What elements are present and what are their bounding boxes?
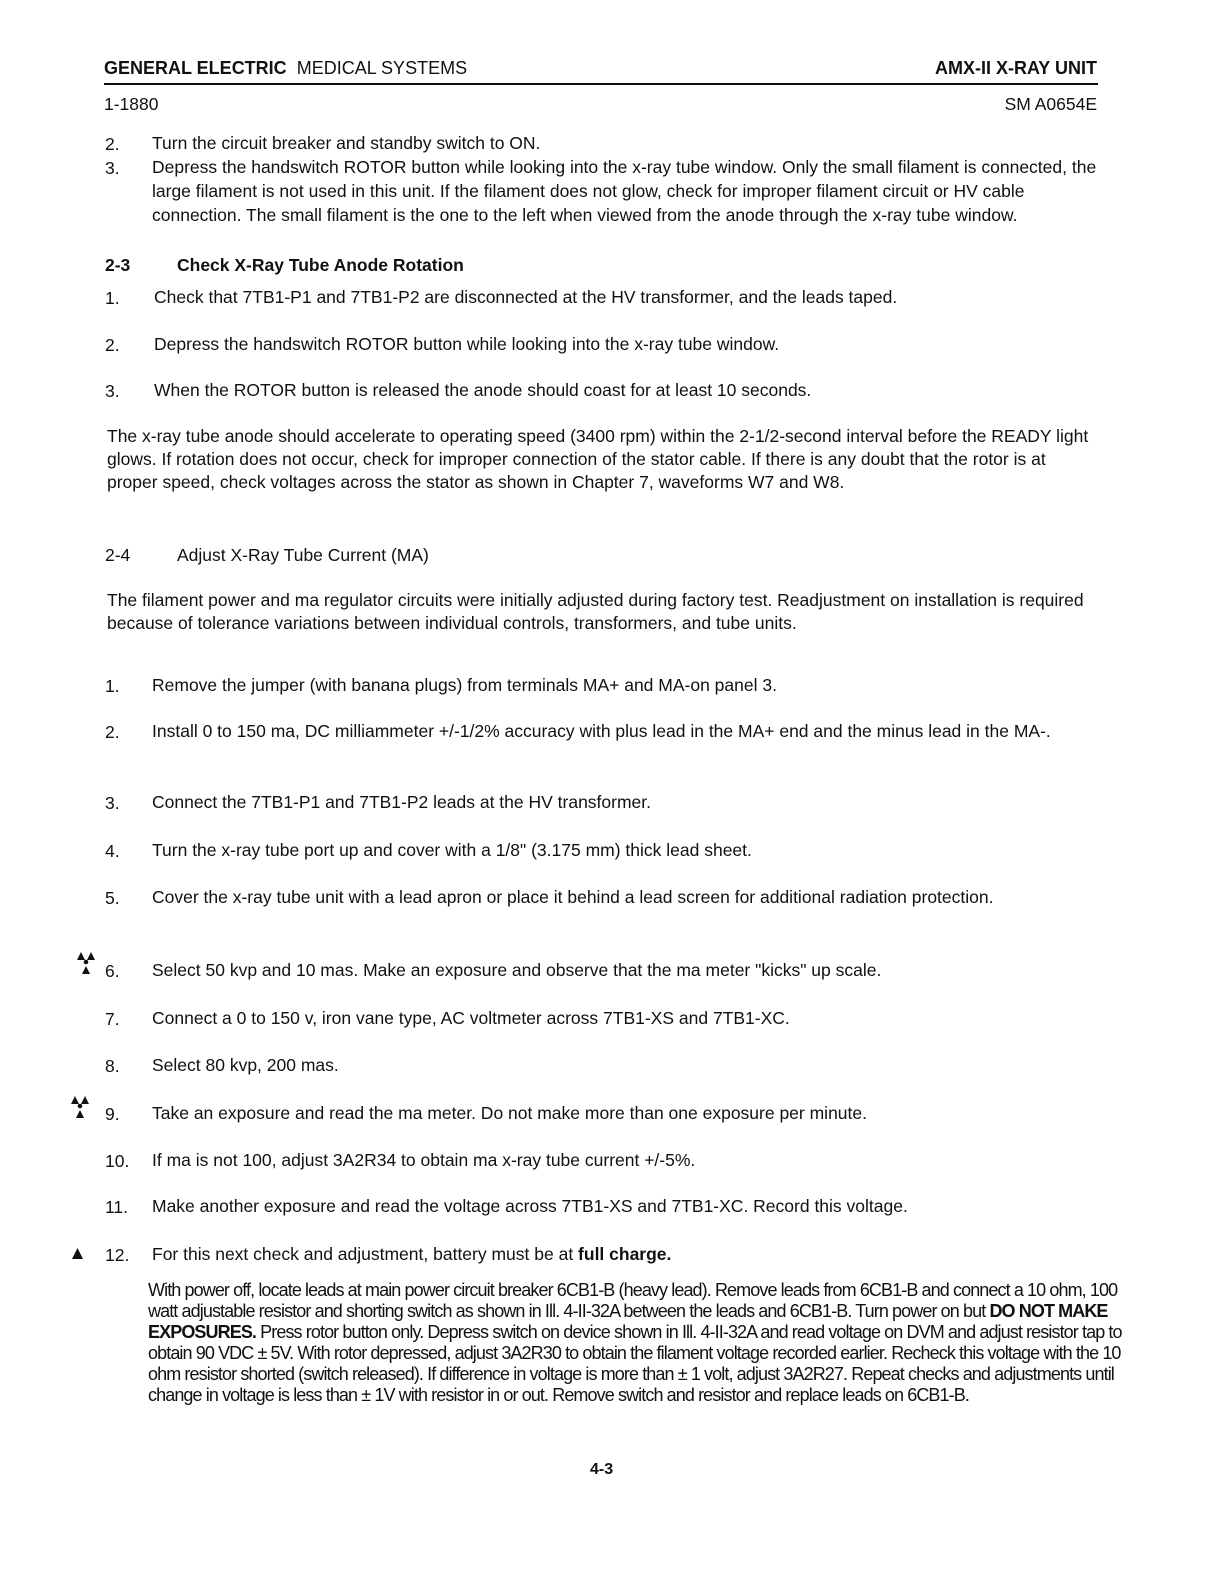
section-number: 2-4 — [105, 545, 131, 565]
final-paragraph — [148, 1280, 1138, 1406]
section-title: Adjust X-Ray Tube Current (MA) — [177, 545, 429, 565]
item-number: 2. — [105, 134, 120, 154]
item-text-bold: full charge. — [578, 1244, 672, 1264]
manual-number: SM A0654E — [1004, 94, 1097, 114]
item-text: Remove the jumper (with banana plugs) from terminals MA+ and MA-on panel 3. — [152, 675, 777, 695]
section-title: Check X-Ray Tube Anode Rotation — [177, 255, 464, 275]
item-text: Install 0 to 150 ma, DC milliammeter +/-1/2% accuracy with plus lead in the MA+ end and the minus lead in the MA-. — [152, 721, 1051, 741]
item-text: Take an exposure and read the ma meter. Do not make more than one exposure per minute. — [152, 1103, 867, 1123]
paragraph: The x-ray tube anode should accelerate to operating speed (3400 rpm) within the 2-1/2-second interval before the READY light glows. If rotation does not occur, check for improper connection of the stator cable. If there is any doubt that the rotor is at proper speed, check voltages across the stator as shown in Chapter 7, waveforms W7 and W8. — [107, 426, 1089, 492]
item-text: Connect the 7TB1-P1 and 7TB1-P2 leads at the HV transformer. — [152, 792, 652, 812]
caution-triangle-icon — [72, 1248, 83, 1259]
header-company — [104, 58, 467, 79]
header-rule — [104, 83, 1098, 85]
item-number: 2. — [105, 335, 120, 355]
item-text: Depress the handswitch ROTOR button while looking into the x-ray tube window. Only the small filament is connected, the large filament is not used in this unit. If the filament does not glow, check for improper filament circuit or HV cable connection. The small filament is the one to the left when viewed from the anode through the x-ray tube window. — [152, 157, 1097, 225]
item-text: Select 50 kvp and 10 mas. Make an exposure and observe that the ma meter "kicks" up scale. — [152, 960, 882, 980]
item-text: When the ROTOR button is released the anode should coast for at least 10 seconds. — [154, 380, 812, 400]
company-name: GENERAL ELECTRIC — [104, 58, 287, 78]
item-text: Depress the handswitch ROTOR button while looking into the x-ray tube window. — [154, 334, 780, 354]
item-text — [152, 1242, 1097, 1266]
item-text: Turn the x-ray tube port up and cover with a 1/8" (3.175 mm) thick lead sheet. — [152, 840, 752, 860]
page-number: 4-3 — [590, 1461, 614, 1478]
item-number: 3. — [105, 158, 120, 178]
item-number: 4. — [105, 841, 120, 861]
item-number: 2. — [105, 722, 120, 742]
warning-text: DO NOT MAKE EXPOSURES. — [148, 1301, 1108, 1342]
item-text-normal: For this next check and adjustment, battery must be at — [152, 1244, 579, 1264]
item-text: If ma is not 100, adjust 3A2R34 to obtain ma x-ray tube current +/-5%. — [152, 1150, 696, 1170]
header-product: AMX-II X-RAY UNIT — [934, 58, 1097, 78]
radiation-warning-icon — [75, 950, 101, 976]
item-text: Connect a 0 to 150 v, iron vane type, AC voltmeter across 7TB1-XS and 7TB1-XC. — [152, 1008, 790, 1028]
section-number: 2-3 — [105, 255, 131, 275]
radiation-warning-icon — [69, 1094, 95, 1120]
company-division: MEDICAL SYSTEMS — [296, 58, 468, 78]
item-number: 5. — [105, 888, 120, 908]
item-text: Make another exposure and read the voltage across 7TB1-XS and 7TB1-XC. Record this voltage. — [152, 1196, 908, 1216]
doc-number: 1-1880 — [104, 94, 159, 114]
paragraph-part: Press rotor button only. Depress switch on device shown in Ill. 4-II-32A and read voltage on DVM and adjust resistor tap to obtain 90 VDC ± 5V. With rotor depressed, adjust 3A2R30 to obtain the filament voltage recorded earlier. Recheck this voltage with the 10 ohm resistor shorted (switch released). If difference in voltage is more than ± 1 volt, adjust 3A2R27. Repeat checks and adjustments until change in voltage is less than ± 1V with resistor in or out. Remove switch and resistor and replace leads on 6CB1-B. — [148, 1322, 1122, 1405]
paragraph: The filament power and ma regulator circuits were initially adjusted during factory test. Readjustment on installation is required because of tolerance variations between individual controls, transformers, and tube units. — [107, 590, 1084, 633]
item-number: 11. — [105, 1197, 129, 1217]
item-number: 9. — [105, 1104, 120, 1124]
item-text: Select 80 kvp, 200 mas. — [152, 1055, 339, 1075]
item-number: 1. — [105, 288, 120, 308]
paragraph-part: With power off, locate leads at main power circuit breaker 6CB1-B (heavy lead). Remove leads from 6CB1-B and connect a 10 ohm, 100 watt adjustable resistor and shorting switch as shown in Ill. 4-II-32A between the leads and 6CB1-B. Turn power on but — [148, 1280, 1118, 1321]
item-text: Check that 7TB1-P1 and 7TB1-P2 are disconnected at the HV transformer, and the leads taped. — [154, 287, 898, 307]
item-number: 1. — [105, 676, 120, 696]
item-number: 3. — [105, 381, 120, 401]
item-number: 10. — [105, 1151, 130, 1171]
item-number: 7. — [105, 1009, 120, 1029]
item-number: 8. — [105, 1056, 120, 1076]
item-text: Turn the circuit breaker and standby switch to ON. — [152, 133, 541, 153]
item-text: Cover the x-ray tube unit with a lead apron or place it behind a lead screen for additional radiation protection. — [152, 887, 994, 907]
item-number: 12. — [105, 1245, 130, 1265]
item-number: 3. — [105, 793, 120, 813]
item-number: 6. — [105, 961, 120, 981]
